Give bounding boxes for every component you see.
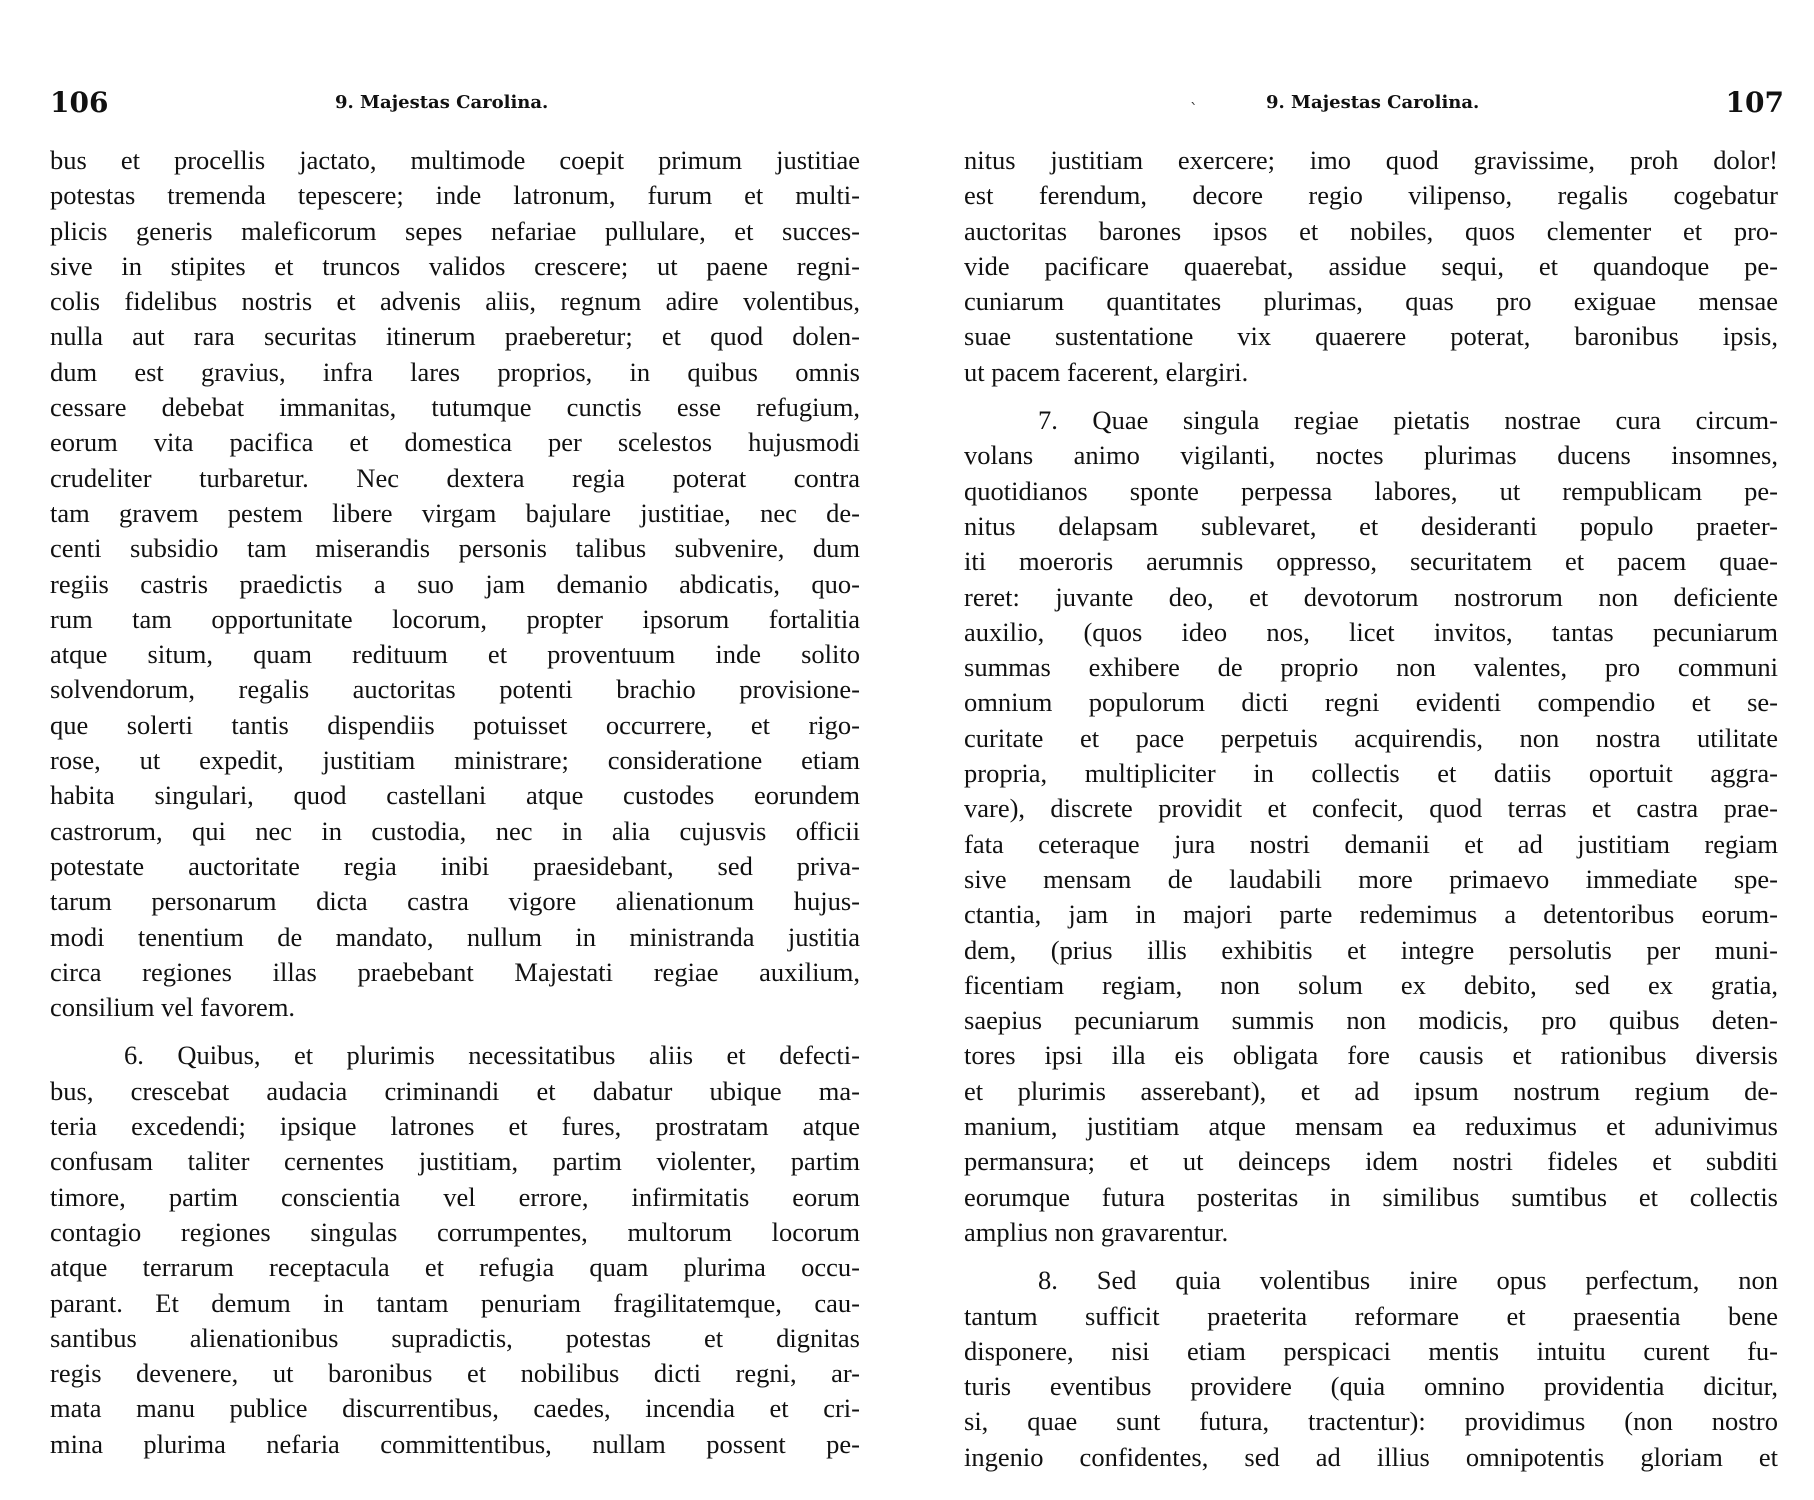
text-line: mata manu publice discurrentibus, caedes, incendia et cri- [50, 1393, 860, 1424]
text-line: summas exhibere de proprio non valentes, pro communi [964, 652, 1778, 683]
text-line: fata ceteraque jura nostri demanii et ad justitiam regiam [964, 828, 1778, 859]
text-line: rum tam opportunitate locorum, propter ipsorum fortalitia [50, 603, 860, 634]
text-line: vide pacificare quaerebat, assidue sequi, et quandoque pe- [964, 250, 1778, 281]
text-line: eorum vita pacifica et domestica per scelestos hujusmodi [50, 427, 860, 458]
right-page [954, 0, 1814, 1500]
text-line: nitus justitiam exercere; imo quod gravissime, proh dolor! [964, 145, 1778, 175]
right-paragraph-7 [964, 403, 1778, 1250]
text-line: contagio regiones singulas corrumpentes, multorum locorum [50, 1216, 860, 1247]
text-line: plicis generis maleficorum sepes nefariae pullulare, et succes- [50, 215, 860, 246]
text-line: iti moeroris aerumnis oppresso, securitatem et pacem quae- [964, 546, 1778, 577]
text-line: amplius non gravarentur. [964, 1216, 1229, 1247]
text-line: tam gravem pestem libere virgam bajulare justitiae, nec de- [50, 497, 860, 528]
right-paragraph-8 [964, 1263, 1778, 1475]
text-line: modi tenentium de mandato, nullum in ministranda justitia [50, 921, 860, 952]
left-text-block [50, 143, 860, 1462]
text-line: manium, justitiam atque mensam ea reduximus et adunivimus [964, 1111, 1778, 1142]
left-paragraph-6 [50, 1038, 860, 1462]
text-line: reret: juvante deo, et devotorum nostrorum non deficiente [964, 581, 1778, 612]
text-line: est ferendum, decore regio vilipenso, regalis cogebatur [964, 180, 1778, 211]
right-running-title: 9. Majestas Carolina. [1266, 92, 1480, 113]
text-line: dem, (prius illis exhibitis et integre persolutis per muni- [964, 934, 1778, 965]
text-line: cuniarum quantitates plurimas, quas pro exiguae mensae [964, 286, 1778, 317]
text-line: dum est gravius, infra lares proprios, in quibus omnis [50, 356, 860, 387]
text-line: bus, crescebat audacia criminandi et dabatur ubique ma- [50, 1075, 860, 1106]
text-line: nulla aut rara securitas itinerum praeberetur; et quod dolen- [50, 321, 860, 352]
text-line: suae sustentatione vix quaerere poterat, baronibus ipsis, [964, 321, 1778, 352]
text-line: teria excedendi; ipsique latrones et fures, prostratam atque [50, 1111, 860, 1142]
text-line: mina plurima nefaria committentibus, nullam possent pe- [50, 1428, 860, 1459]
text-line: et plurimis asserebant), et ad ipsum nostrum regium de- [964, 1075, 1778, 1106]
text-line: auctoritas barones ipsos et nobiles, quos clementer et pro- [964, 215, 1778, 246]
left-running-head [0, 86, 860, 126]
text-line: 8. Sed quia volentibus inire opus perfectum, non [1038, 1265, 1778, 1296]
text-line: confusam taliter cernentes justitiam, partim violenter, partim [50, 1146, 860, 1177]
text-line: centi subsidio tam miserandis personis talibus subvenire, dum [50, 533, 860, 564]
text-line: curitate et pace perpetuis acquirendis, non nostra utilitate [964, 722, 1778, 753]
text-line: potestate auctoritate regia inibi praesidebant, sed priva- [50, 850, 860, 881]
text-line: bus et procellis jactato, multimode coepit primum justitiae [50, 145, 860, 175]
text-line: eorumque futura posteritas in similibus sumtibus et collectis [964, 1181, 1778, 1212]
text-line: volans animo vigilanti, noctes plurimas ducens insomnes, [964, 440, 1778, 471]
text-line: sive mensam de laudabili more primaevo immediate spe- [964, 863, 1778, 894]
text-line: cessare debebat immanitas, tutumque cunctis esse refugium, [50, 392, 860, 423]
text-line: quotidianos sponte perpessa labores, ut rempublicam pe- [964, 475, 1778, 506]
left-running-title: 9. Majestas Carolina. [335, 92, 549, 113]
text-line: que solerti tantis dispendiis potuisset occurrere, et rigo- [50, 709, 860, 740]
text-line: ctantia, jam in majori parte redemimus a detentoribus eorum- [964, 899, 1778, 930]
text-line: auxilio, (quos ideo nos, licet invitos, tantas pecuniarum [964, 616, 1778, 647]
text-line: omnium populorum dicti regni evidenti compendio et se- [964, 687, 1778, 718]
right-text-block [964, 143, 1778, 1475]
text-line: atque situm, quam redituum et proventuum inde solito [50, 639, 860, 670]
text-line: saepius pecuniarum summis non modicis, pro quibus deten- [964, 1005, 1778, 1036]
right-page-number: 107 [1725, 86, 1784, 119]
text-line: ficentiam regiam, non solum ex debito, sed ex gratia, [964, 969, 1778, 1000]
text-line: potestas tremenda tepescere; inde latronum, furum et multi- [50, 180, 860, 211]
text-line: crudeliter turbaretur. Nec dextera regia poterat contra [50, 462, 860, 493]
text-line: si, quae sunt futura, tractentur): providimus (non nostro [964, 1406, 1778, 1437]
text-line: ut pacem facerent, elargiri. [964, 356, 1249, 387]
text-line: regiis castris praedictis a suo jam demanio abdicatis, quo- [50, 568, 860, 599]
text-line: permansura; et ut deinceps idem nostri fideles et subditi [964, 1146, 1778, 1177]
left-page [0, 0, 860, 1500]
left-paragraph-5-continued [50, 143, 860, 1025]
text-line: nitus delapsam sublevaret, et desideranti populo praeter- [964, 510, 1778, 541]
text-line: consilium vel favorem. [50, 992, 296, 1023]
text-line: habita singulari, quod castellani atque custodes eorundem [50, 780, 860, 811]
text-line: turis eventibus providere (quia omnino providentia dicitur, [964, 1371, 1778, 1402]
text-line: sive in stipites et truncos validos crescere; ut paene regni- [50, 250, 860, 281]
text-line: atque terrarum receptacula et refugia quam plurima occu- [50, 1252, 860, 1283]
right-paragraph-6-continued [964, 143, 1778, 390]
margin-mark: ` [1190, 100, 1198, 119]
text-line: santibus alienationibus supradictis, potestas et dignitas [50, 1322, 860, 1353]
text-line: ingenio confidentes, sed ad illius omnipotentis gloriam et [964, 1441, 1778, 1472]
text-line: propria, multipliciter in collectis et datiis oportuit aggra- [964, 758, 1778, 789]
text-line: colis fidelibus nostris et advenis aliis, regnum adire volentibus, [50, 286, 860, 317]
left-page-number: 106 [50, 86, 109, 119]
text-line: tarum personarum dicta castra vigore alienationum hujus- [50, 886, 860, 917]
text-line: tores ipsi illa eis obligata fore causis et rationibus diversis [964, 1040, 1778, 1071]
text-line: tantum sufficit praeterita reformare et praesentia bene [964, 1300, 1778, 1331]
text-line: parant. Et demum in tantam penuriam fragilitatemque, cau- [50, 1287, 860, 1318]
right-running-head [954, 86, 1814, 126]
text-line: timore, partim conscientia vel errore, infirmitatis eorum [50, 1181, 860, 1212]
text-line: castrorum, qui nec in custodia, nec in alia cujusvis officii [50, 815, 860, 846]
text-line: circa regiones illas praebebant Majestati regiae auxilium, [50, 956, 860, 987]
text-line: vare), discrete providit et confecit, quod terras et castra prae- [964, 793, 1778, 824]
text-line: 6. Quibus, et plurimis necessitatibus aliis et defecti- [124, 1040, 860, 1071]
text-line: 7. Quae singula regiae pietatis nostrae cura circum- [1038, 405, 1778, 436]
text-line: regis devenere, ut baronibus et nobilibus dicti regni, ar- [50, 1358, 860, 1389]
text-line: solvendorum, regalis auctoritas potenti brachio provisione- [50, 674, 860, 705]
text-line: disponere, nisi etiam perspicaci mentis intuitu curent fu- [964, 1335, 1778, 1366]
text-line: rose, ut expedit, justitiam ministrare; consideratione etiam [50, 745, 860, 776]
